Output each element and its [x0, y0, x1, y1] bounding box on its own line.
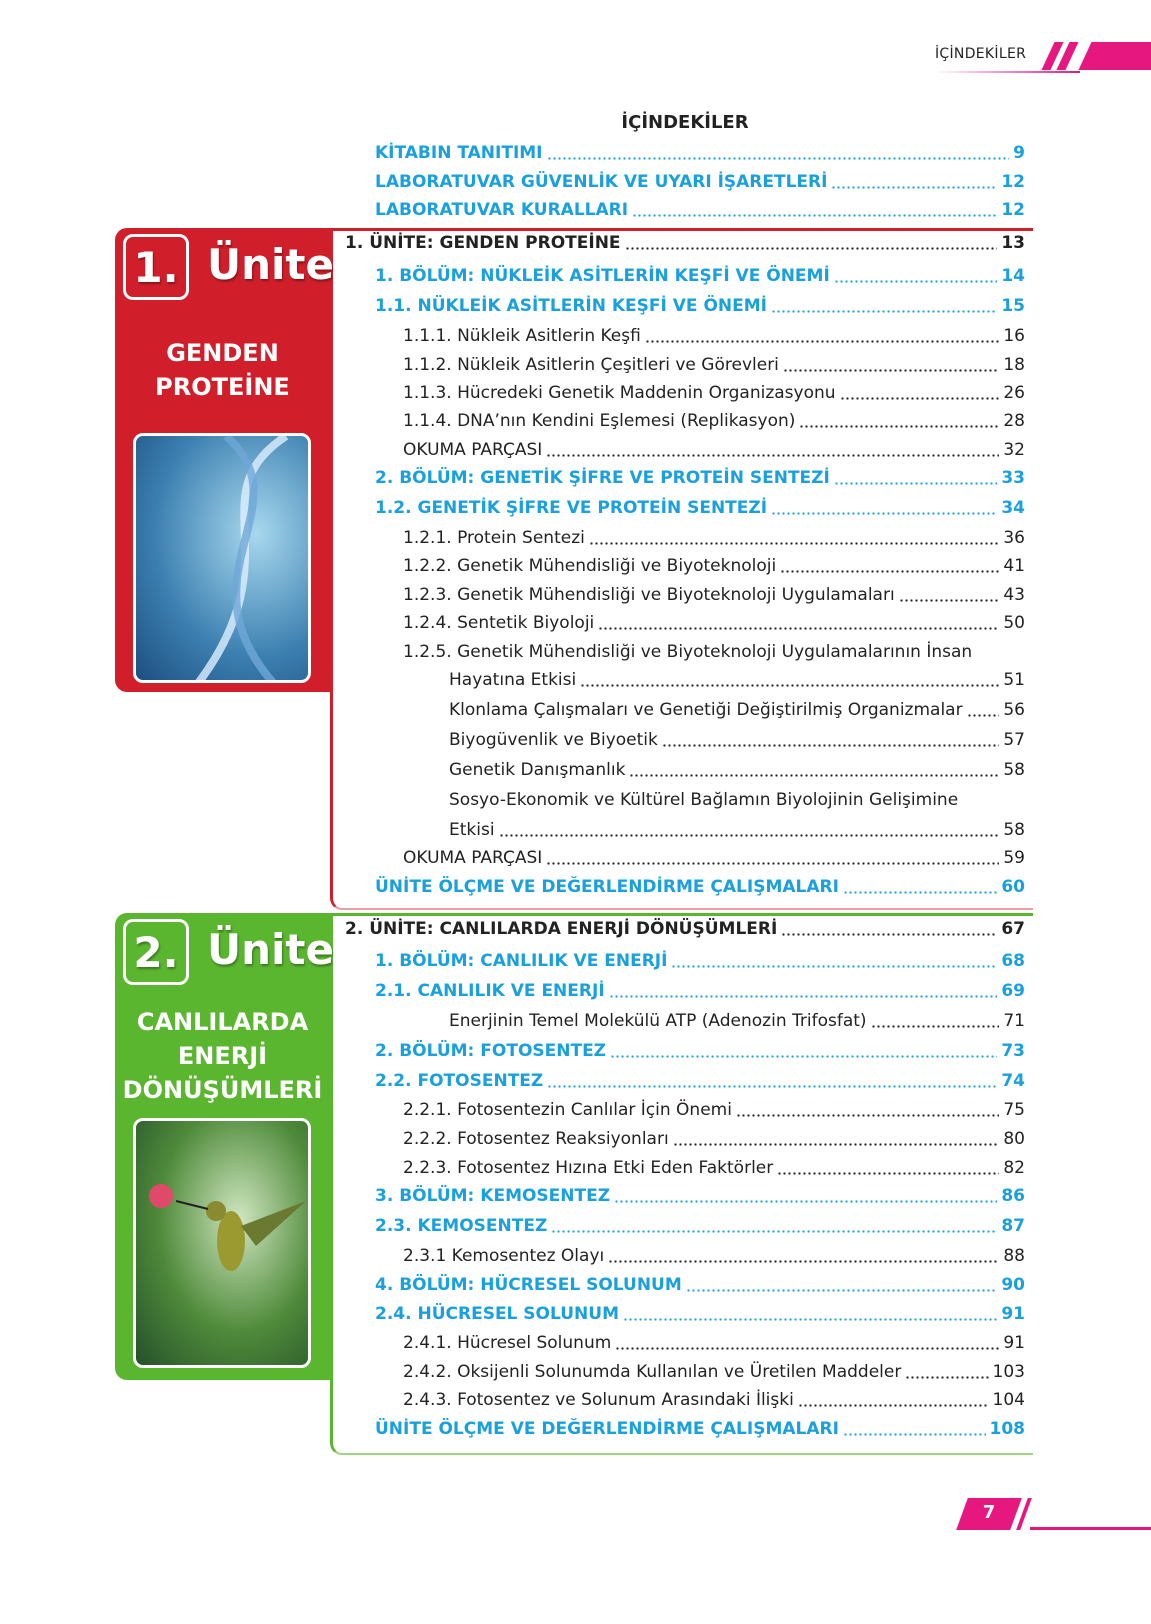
hummingbird-icon — [136, 1121, 311, 1368]
dot-leader — [546, 862, 999, 865]
toc-entry-label: 1.2.1. Protein Sentezi — [403, 528, 585, 548]
toc-entry-label: 1.1.2. Nükleik Asitlerin Çeşitleri ve Görevleri — [403, 355, 779, 375]
toc-entry-label: ÜNİTE ÖLÇME VE DEĞERLENDİRME ÇALIŞMALARI — [375, 1419, 839, 1439]
dot-leader — [662, 744, 999, 747]
unit-1-number: 1. — [123, 234, 189, 300]
toc-entry-page: 32 — [1003, 440, 1025, 460]
toc-entry[interactable] — [449, 730, 1025, 752]
toc-entry-label: 3. BÖLÜM: KEMOSENTEZ — [375, 1186, 611, 1206]
toc-entry-label: 2.2.2. Fotosentez Reaksiyonları — [403, 1129, 669, 1149]
toc-entry-page: 50 — [1003, 613, 1025, 633]
unit-2-box — [115, 913, 334, 1380]
toc-entry-page: 86 — [1001, 1186, 1025, 1206]
toc-entry[interactable] — [375, 1419, 1025, 1441]
dot-leader — [799, 425, 999, 428]
toc-entry-label: 2.4. HÜCRESEL SOLUNUM — [375, 1304, 619, 1324]
toc-entry-page: 12 — [1001, 172, 1025, 192]
toc-entry[interactable] — [375, 1275, 1025, 1297]
toc-entry-label: OKUMA PARÇASI — [403, 440, 543, 460]
toc-entry-label: 2.2.1. Fotosentezin Canlılar İçin Önemi — [403, 1100, 732, 1120]
toc-entry-page: 82 — [1003, 1158, 1025, 1178]
running-header: İÇİNDEKİLER — [935, 46, 1027, 62]
dot-leader — [623, 1318, 997, 1321]
dot-leader — [736, 1114, 999, 1117]
dot-leader — [843, 891, 997, 894]
toc-entry-label: Sosyo-Ekonomik ve Kültürel Bağlamın Biyolojinin Gelişimine — [449, 790, 959, 810]
dot-leader — [780, 570, 999, 573]
toc-entry-label: Genetik Danışmanlık — [449, 760, 626, 780]
toc-entry-page: 12 — [1001, 200, 1025, 220]
toc-entry-page: 90 — [1001, 1275, 1025, 1295]
toc-entry-page: 73 — [1001, 1041, 1025, 1061]
toc-entry-label: ÜNİTE ÖLÇME VE DEĞERLENDİRME ÇALIŞMALARI — [375, 877, 839, 897]
dot-leader — [629, 774, 999, 777]
toc-entry-page: 59 — [1003, 848, 1025, 868]
toc-entry-label: 1.2.5. Genetik Mühendisliği ve Biyoteknoloji Uygulamalarının İnsan — [403, 642, 973, 662]
toc-entry-label: Etkisi — [449, 820, 495, 840]
unit-1-name-line: PROTEİNE — [155, 373, 290, 401]
dot-leader — [547, 1085, 997, 1088]
toc-entry-page: 58 — [1003, 820, 1025, 840]
dot-leader — [967, 714, 1000, 717]
toc-entry-label: 2. BÖLÜM: FOTOSENTEZ — [375, 1041, 607, 1061]
dot-leader — [547, 157, 1010, 160]
toc-entry-label: 2. ÜNİTE: CANLILARDA ENERJİ DÖNÜŞÜMLERİ — [345, 919, 778, 939]
toc-entry-label: 2.3. KEMOSENTEZ — [375, 1216, 548, 1236]
toc-entry-page: 36 — [1003, 528, 1025, 548]
toc-entry-page: 88 — [1003, 1246, 1025, 1266]
toc-entry-label: 2.4.2. Oksijenli Solunumda Kullanılan ve Üretilen Maddeler — [403, 1362, 902, 1382]
toc-entry-page: 80 — [1003, 1129, 1025, 1149]
toc-entry[interactable] — [403, 1362, 1025, 1384]
toc-entry-label: LABORATUVAR KURALLARI — [375, 200, 629, 220]
toc-entry[interactable] — [403, 1158, 1025, 1180]
toc-entry-page: 43 — [1003, 585, 1025, 605]
toc-entry-page: 103 — [992, 1362, 1025, 1382]
toc-entry-page: 33 — [1001, 468, 1025, 488]
dot-leader — [834, 280, 998, 283]
toc-entry[interactable] — [449, 670, 1025, 692]
toc-entry-label: 2. BÖLÜM: GENETİK ŞİFRE VE PROTEİN SENTEZİ — [375, 468, 830, 488]
dna-helix-icon — [136, 436, 311, 683]
toc-entry[interactable] — [375, 296, 1025, 318]
page-title: İÇİNDEKİLER — [621, 112, 749, 133]
toc-entry-page: 51 — [1003, 670, 1025, 690]
toc-entry-label: KİTABIN TANITIMI — [375, 143, 543, 163]
toc-entry-page: 26 — [1003, 383, 1025, 403]
toc-entry[interactable] — [403, 556, 1025, 578]
toc-entry-page: 74 — [1001, 1071, 1025, 1091]
toc-entry-page: 67 — [1001, 919, 1025, 939]
toc-entry[interactable] — [403, 1100, 1025, 1122]
toc-entry-label: 1.2. GENETİK ŞİFRE VE PROTEİN SENTEZİ — [375, 498, 768, 518]
dot-leader — [499, 834, 1000, 837]
dot-leader — [777, 1172, 999, 1175]
unit-2-number: 2. — [123, 919, 189, 985]
dot-leader — [781, 933, 997, 936]
toc-entry[interactable] — [403, 585, 1025, 607]
toc-entry[interactable] — [403, 613, 1025, 635]
toc-entry[interactable] — [403, 642, 1025, 664]
toc-entry[interactable] — [375, 1071, 1025, 1093]
toc-entry-label: 1.2.3. Genetik Mühendisliği ve Biyoteknoloji Uygulamaları — [403, 585, 895, 605]
toc-entry-label: 1. BÖLÜM: NÜKLEİK ASİTLERİN KEŞFİ VE ÖNEMİ — [375, 266, 830, 286]
dot-leader — [673, 1143, 1000, 1146]
dot-leader — [610, 1055, 997, 1058]
toc-entry-label: Biyogüvenlik ve Biyoetik — [449, 730, 658, 750]
toc-entry-label: Enerjinin Temel Molekülü ATP (Adenozin Trifosfat) — [449, 1011, 867, 1031]
page-number: 7 — [982, 1502, 996, 1523]
toc-entry[interactable] — [375, 200, 1025, 222]
dot-leader — [783, 369, 999, 372]
toc-entry[interactable] — [375, 266, 1025, 288]
dot-leader — [905, 1376, 988, 1379]
toc-entry-label: Hayatına Etkisi — [449, 670, 577, 690]
toc-entry-label: 1.1.4. DNA’nın Kendini Eşlemesi (Replikasyon) — [403, 411, 796, 431]
toc-entry-page: 13 — [1001, 233, 1025, 253]
toc-entry-label: 2.2.3. Fotosentez Hızına Etki Eden Faktörler — [403, 1158, 774, 1178]
toc-entry-label: 2.4.1. Hücresel Solunum — [403, 1333, 612, 1353]
toc-entry[interactable] — [449, 790, 1025, 812]
dot-leader — [899, 599, 1000, 602]
toc-entry[interactable] — [449, 700, 1025, 722]
dot-leader — [686, 1289, 998, 1292]
toc-entry-page: 14 — [1001, 266, 1025, 286]
dot-leader — [645, 340, 1000, 343]
dot-leader — [598, 627, 999, 630]
dna-helix-image — [133, 433, 311, 683]
dot-leader — [831, 186, 997, 189]
toc-entry-label: 1. ÜNİTE: GENDEN PROTEİNE — [345, 233, 621, 253]
toc-entry[interactable] — [345, 233, 1025, 255]
toc-entry-page: 16 — [1003, 326, 1025, 346]
toc-entry-page: 56 — [1003, 700, 1025, 720]
toc-entry[interactable] — [403, 1246, 1025, 1268]
toc-entry-label: 1.2.2. Genetik Mühendisliği ve Biyoteknoloji — [403, 556, 777, 576]
dot-leader — [771, 512, 997, 515]
toc-entry[interactable] — [375, 877, 1025, 899]
dot-leader — [546, 454, 999, 457]
dot-leader — [551, 1230, 997, 1233]
toc-entry[interactable] — [449, 820, 1025, 842]
toc-entry-page: 34 — [1001, 498, 1025, 518]
toc-entry[interactable] — [403, 383, 1025, 405]
toc-entry-page: 60 — [1001, 877, 1025, 897]
toc-entry-label: 2.3.1 Kemosentez Olayı — [403, 1246, 605, 1266]
header-underline — [935, 71, 1080, 73]
toc-entry[interactable] — [375, 981, 1025, 1003]
toc-entry[interactable] — [449, 1011, 1025, 1033]
toc-entry-page: 28 — [1003, 411, 1025, 431]
dot-leader — [871, 1025, 1000, 1028]
unit-1-name — [115, 336, 330, 404]
toc-entry-label: 2.4.3. Fotosentez ve Solunum Arasındaki İlişki — [403, 1390, 794, 1410]
unit-2-name — [115, 1005, 330, 1107]
toc-entry-page: 68 — [1001, 951, 1025, 971]
toc-entry[interactable] — [403, 440, 1025, 462]
dot-leader — [798, 1404, 989, 1407]
toc-entry-page: 108 — [989, 1419, 1025, 1439]
toc-entry[interactable] — [403, 326, 1025, 348]
toc-entry[interactable] — [403, 848, 1025, 870]
toc-entry-label: Klonlama Çalışmaları ve Genetiği Değiştirilmiş Organizmalar — [449, 700, 963, 720]
toc-entry-page: 15 — [1001, 296, 1025, 316]
toc-entry[interactable] — [375, 951, 1025, 973]
toc-entry-label: LABORATUVAR GÜVENLİK VE UYARI İŞARETLERİ — [375, 172, 828, 192]
toc-entry-page: 18 — [1003, 355, 1025, 375]
toc-entry-label: OKUMA PARÇASI — [403, 848, 543, 868]
toc-entry[interactable] — [375, 172, 1025, 194]
toc-entry-label: 1. BÖLÜM: CANLILIK VE ENERJİ — [375, 951, 668, 971]
toc-entry-label: 4. BÖLÜM: HÜCRESEL SOLUNUM — [375, 1275, 682, 1295]
toc-entry-label: 1.1. NÜKLEİK ASİTLERİN KEŞFİ VE ÖNEMİ — [375, 296, 767, 316]
dot-leader — [615, 1347, 999, 1350]
dot-leader — [609, 995, 998, 998]
toc-entry[interactable] — [375, 143, 1025, 165]
toc-entry[interactable] — [403, 1129, 1025, 1151]
toc-entry-page: 58 — [1003, 760, 1025, 780]
header-accent-bar — [1078, 42, 1151, 70]
unit-1-box — [115, 228, 334, 692]
toc-entry-label: 1.2.4. Sentetik Biyoloji — [403, 613, 595, 633]
toc-entry[interactable] — [403, 528, 1025, 550]
toc-entry-page: 91 — [1001, 1304, 1025, 1324]
toc-entry[interactable] — [403, 1333, 1025, 1355]
toc-entry[interactable] — [345, 919, 1025, 941]
dot-leader — [834, 482, 998, 485]
dot-leader — [608, 1260, 999, 1263]
dot-leader — [625, 247, 998, 250]
unit-2-name-line: ENERJİ — [177, 1042, 268, 1070]
dot-leader — [840, 397, 1000, 400]
dot-leader — [843, 1433, 986, 1436]
toc-entry-label: 2.2. FOTOSENTEZ — [375, 1071, 544, 1091]
dot-leader — [632, 214, 997, 217]
footer-accent-line — [1030, 1527, 1151, 1530]
toc-entry-page: 57 — [1003, 730, 1025, 750]
unit-2-word: Ünite — [207, 925, 334, 974]
toc-entry-label: 2.1. CANLILIK VE ENERJİ — [375, 981, 605, 1001]
toc-entry-label: 1.1.1. Nükleik Asitlerin Keşfi — [403, 326, 641, 346]
unit-2-name-line: DÖNÜŞÜMLERİ — [122, 1076, 323, 1104]
toc-entry[interactable] — [375, 1186, 1025, 1208]
toc-entry-page: 104 — [992, 1390, 1025, 1410]
toc-entry-page: 87 — [1001, 1216, 1025, 1236]
toc-entry-label: 1.1.3. Hücredeki Genetik Maddenin Organizasyonu — [403, 383, 836, 403]
dot-leader — [589, 542, 1000, 545]
toc-entry[interactable] — [449, 760, 1025, 782]
toc-entry[interactable] — [375, 1216, 1025, 1238]
toc-entry-page: 75 — [1003, 1100, 1025, 1120]
hummingbird-image — [133, 1118, 311, 1368]
toc-entry[interactable] — [403, 411, 1025, 433]
toc-entry-page: 69 — [1001, 981, 1025, 1001]
toc-entry-page: 71 — [1003, 1011, 1025, 1031]
dot-leader — [771, 310, 997, 313]
unit-1-word: Ünite — [207, 240, 334, 289]
toc-entry[interactable] — [403, 1390, 1025, 1412]
toc-entry[interactable] — [403, 355, 1025, 377]
toc-entry[interactable] — [375, 1041, 1025, 1063]
dot-leader — [580, 684, 999, 687]
dot-leader — [614, 1200, 997, 1203]
toc-entry-page: 91 — [1003, 1333, 1025, 1353]
toc-entry-page: 41 — [1003, 556, 1025, 576]
dot-leader — [671, 965, 997, 968]
toc-entry[interactable] — [375, 498, 1025, 520]
unit-2-name-line: CANLILARDA — [136, 1008, 309, 1036]
unit-1-name-line: GENDEN — [166, 339, 279, 367]
toc-entry[interactable] — [375, 468, 1025, 490]
toc-entry-page: 9 — [1013, 143, 1025, 163]
toc-entry[interactable] — [375, 1304, 1025, 1326]
